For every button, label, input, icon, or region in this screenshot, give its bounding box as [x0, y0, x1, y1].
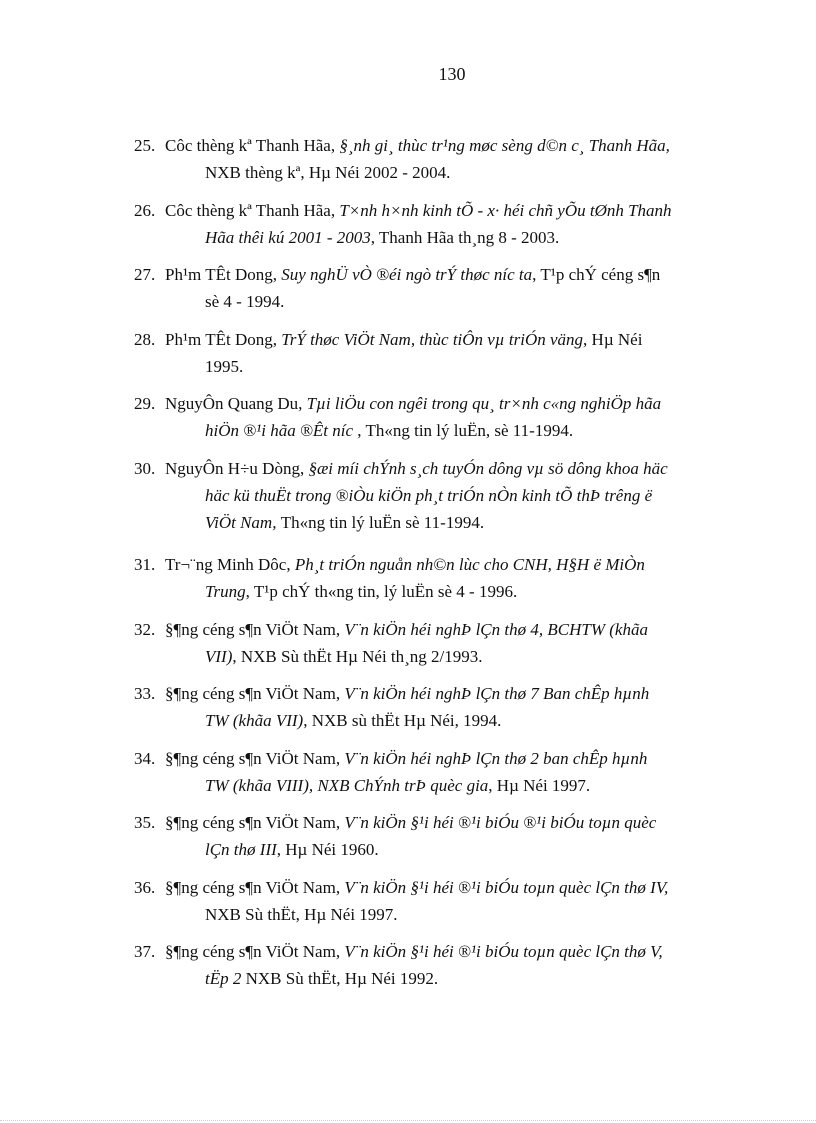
- reference-text: §¶ng céng s¶n ViÖt Nam,: [165, 748, 345, 768]
- reference-title-text: Suy nghÜ vÒ ®éi ngò trÝ thøc níc ta: [281, 265, 533, 284]
- reference-line: [205, 415, 738, 447]
- reference-title-text: T×nh h×nh kinh tÕ - x· héi chñ yÕu tØnh Thanh: [339, 200, 672, 220]
- reference-number: 36.: [134, 877, 156, 897]
- reference-text: Th«ng tin lý luËn sè 11-1994.: [280, 512, 485, 532]
- reference-entry: [0, 195, 816, 249]
- reference-entry: [0, 678, 816, 732]
- reference-text: NXB Sù thËt, Hµ Néi 1992.: [245, 969, 439, 988]
- page-number: 130: [438, 64, 466, 84]
- reference-line: [205, 705, 738, 737]
- reference-text: NguyÔn Quang Du,: [165, 394, 307, 413]
- reference-number: 35.: [134, 813, 156, 832]
- reference-line: [205, 222, 738, 254]
- reference-text: , NXB Sù thËt Hµ Néi th¸ng 2/1993.: [232, 646, 483, 666]
- reference-text: , Th«ng tin lý luËn, sè 11-1994.: [353, 421, 574, 440]
- reference-line: [205, 507, 738, 539]
- reference-entry: [0, 872, 816, 926]
- reference-line: [205, 834, 738, 866]
- reference-title-text: ViÖt Nam,: [205, 512, 281, 532]
- reference-line: [205, 770, 738, 802]
- reference-entry: [0, 388, 816, 442]
- reference-line: [205, 963, 738, 995]
- reference-text: , NXB sù thËt Hµ Néi, 1994.: [303, 711, 502, 730]
- reference-title-text: TW (khãa VII): [205, 711, 304, 730]
- reference-line: [205, 157, 738, 189]
- reference-title-text: TW (khãa VIII), NXB ChÝnh trÞ quèc gia: [205, 775, 489, 795]
- reference-text: , T¹p chÝ céng s¶n: [532, 265, 661, 284]
- reference-entry: [0, 936, 816, 990]
- reference-text: NXB thèng kª, Hµ Néi 2002 - 2004.: [205, 163, 451, 182]
- reference-number: 32.: [134, 619, 156, 639]
- reference-title-text: Trung: [205, 582, 246, 601]
- reference-number: 34.: [134, 748, 156, 768]
- reference-text: Côc thèng kª Thanh Hãa,: [165, 200, 340, 220]
- reference-text: §¶ng céng s¶n ViÖt Nam,: [165, 813, 345, 832]
- reference-entry: [0, 130, 816, 184]
- reference-text: Ph¹m TÊt Dong,: [165, 265, 282, 284]
- reference-number: 26.: [134, 200, 156, 220]
- reference-text: , Thanh Hãa th¸ng 8 - 2003.: [370, 227, 560, 247]
- reference-text: Côc thèng kª Thanh Hãa,: [165, 136, 340, 155]
- reference-title-text: §æi míi chÝnh s¸ch tuyÓn dông vµ sö dông khoa häc: [308, 458, 668, 478]
- reference-number: 29.: [134, 394, 156, 413]
- reference-number: 28.: [134, 329, 156, 349]
- reference-entry: [0, 549, 816, 603]
- reference-number: 31.: [134, 555, 156, 574]
- reference-entry: [0, 453, 816, 539]
- reference-title-text: Hãa thêi kú 2001 - 2003: [205, 227, 371, 247]
- reference-entry: [0, 259, 816, 313]
- reference-title-text: VII): [205, 646, 233, 666]
- reference-list: [0, 130, 816, 1001]
- reference-text: , Hµ Néi 1997.: [488, 775, 591, 795]
- reference-title-text: V¨n kiÖn §¹i héi ®¹i biÓu toµn quèc lÇn thø V,: [344, 942, 663, 961]
- reference-text: , T¹p chÝ th«ng tin, lý luËn sè 4 - 1996.: [245, 582, 518, 601]
- reference-entry: [0, 807, 816, 861]
- reference-text: Ph¹m TÊt Dong,: [165, 329, 282, 349]
- reference-text: Tr¬¨ng Minh Dôc,: [165, 555, 295, 574]
- reference-title-text: häc kü thuËt trong ®iÒu kiÖn ph¸t triÓn nÒn kinh tÕ thÞ trêng ë: [205, 485, 653, 505]
- reference-title-text: §¸nh gi¸ thùc tr¹ng møc sèng d©n c¸ Thanh Hãa,: [339, 136, 670, 155]
- reference-text: NguyÔn H÷u Dòng,: [165, 458, 309, 478]
- reference-entry: [0, 324, 816, 378]
- reference-number: 33.: [134, 684, 156, 703]
- reference-title-text: Ph¸t triÓn nguån nh©n lùc cho CNH, H§H ë MiÒn: [294, 555, 645, 574]
- reference-number: 37.: [134, 942, 156, 961]
- reference-number: 27.: [134, 265, 156, 284]
- page-bottom-divider: [0, 1120, 816, 1121]
- reference-text: , Hµ Néi: [583, 329, 643, 349]
- reference-title-text: TrÝ thøc ViÖt Nam, thùc tiÔn vµ triÓn väng: [281, 329, 584, 349]
- reference-text: §¶ng céng s¶n ViÖt Nam,: [165, 619, 345, 639]
- reference-text: §¶ng céng s¶n ViÖt Nam,: [165, 877, 345, 897]
- reference-title-text: tËp 2: [205, 969, 246, 988]
- reference-text: NXB Sù thËt, Hµ Néi 1997.: [205, 904, 398, 924]
- reference-line: [205, 899, 738, 931]
- reference-title-text: V¨n kiÖn héi nghÞ lÇn thø 4, BCHTW (khãa: [344, 619, 648, 639]
- reference-text: sè 4 - 1994.: [205, 292, 285, 311]
- reference-line: [205, 576, 738, 608]
- reference-title-text: Tµi liÖu con ngêi trong qu¸ tr×nh c«ng nghiÖp hãa: [306, 394, 662, 413]
- reference-text: §¶ng céng s¶n ViÖt Nam,: [165, 942, 345, 961]
- reference-title-text: hiÖn ®¹i hãa ®Êt níc: [205, 421, 354, 440]
- reference-text: §¶ng céng s¶n ViÖt Nam,: [165, 684, 345, 703]
- reference-line: [205, 641, 738, 673]
- reference-number: 25.: [134, 136, 156, 155]
- reference-title-text: V¨n kiÖn §¹i héi ®¹i biÓu ®¹i biÓu toµn quèc: [344, 813, 657, 832]
- reference-line: [205, 286, 738, 318]
- reference-title-text: V¨n kiÖn §¹i héi ®¹i biÓu toµn quèc lÇn thø IV,: [344, 877, 669, 897]
- reference-number: 30.: [134, 458, 156, 478]
- reference-title-text: lÇn thø III: [205, 840, 277, 859]
- reference-title-text: V¨n kiÖn héi nghÞ lÇn thø 7 Ban chÊp hµnh: [344, 684, 650, 703]
- reference-text: , Hµ Néi 1960.: [276, 840, 379, 859]
- reference-title-text: V¨n kiÖn héi nghÞ lÇn thø 2 ban chÊp hµnh: [344, 748, 648, 768]
- reference-text: 1995.: [205, 356, 244, 376]
- reference-entry: [0, 743, 816, 797]
- reference-entry: [0, 614, 816, 668]
- reference-line: [205, 351, 738, 383]
